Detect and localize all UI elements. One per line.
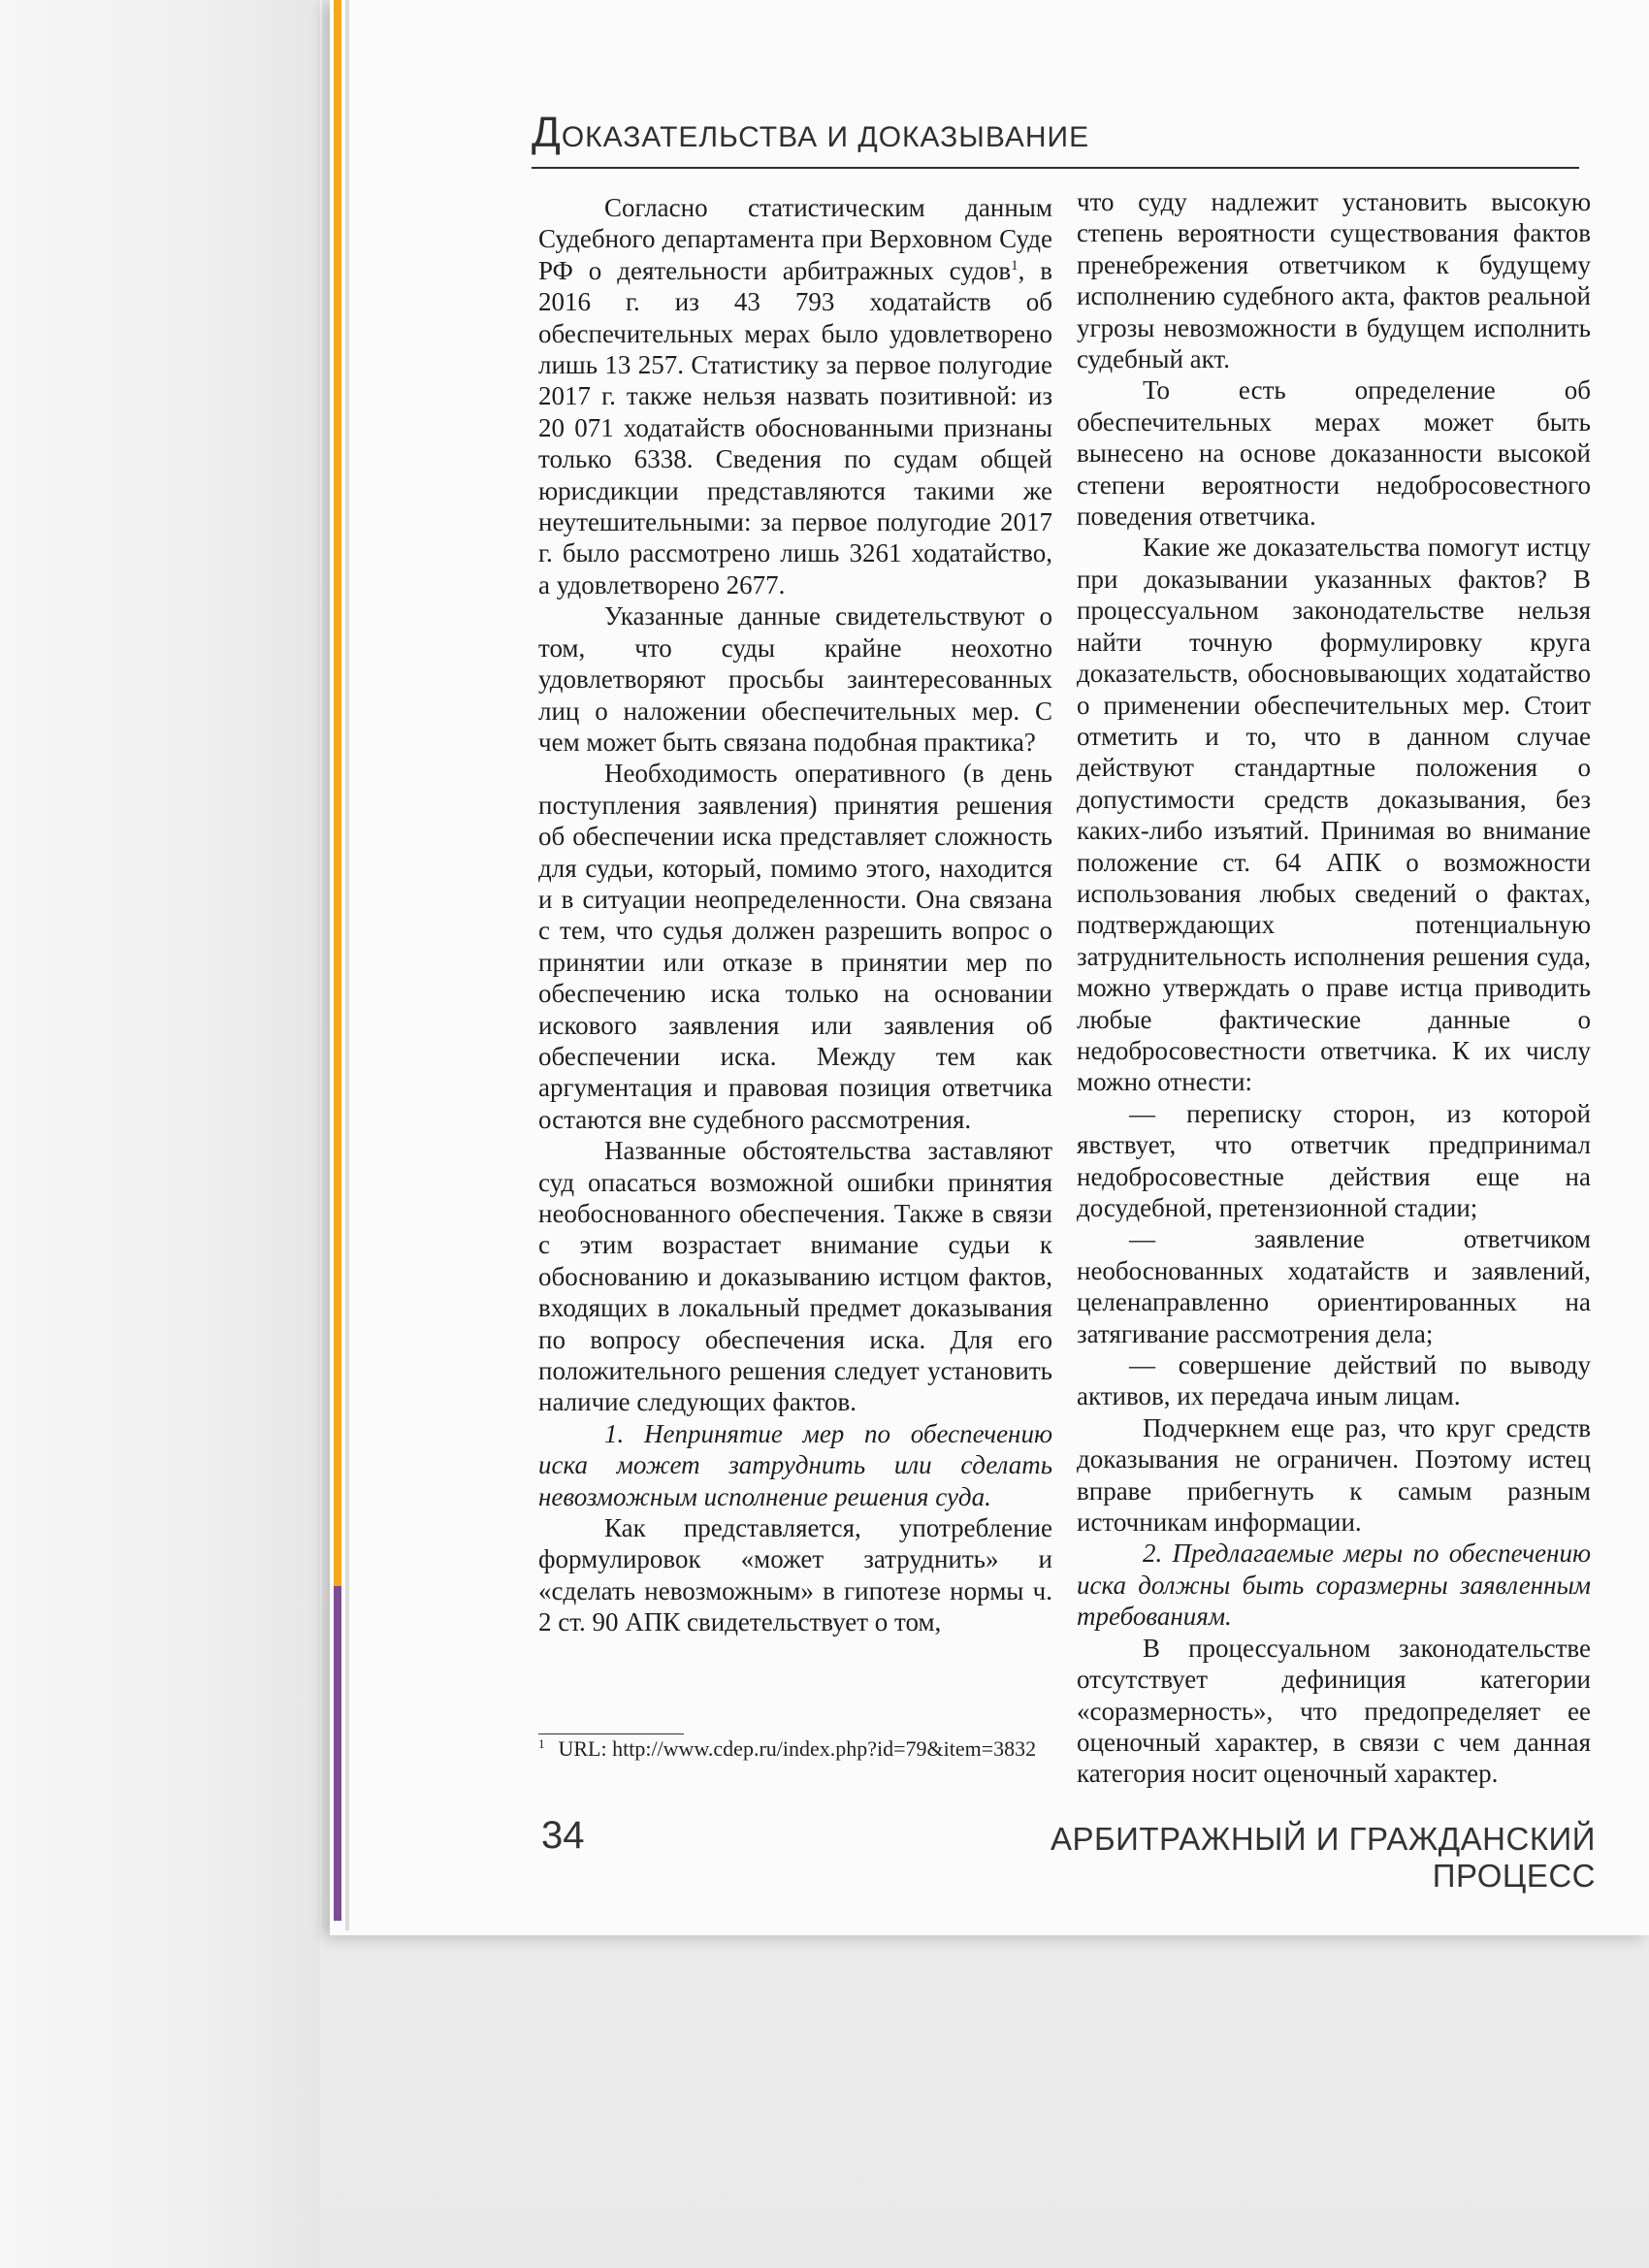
paragraph: Какие же доказательства помогут истцу при доказывании указанных фактов? В процессуальном законодательстве нельзя найти точную формулировку круга доказательств, обосновывающих ходатайство о применении обеспечительных мер. Стоит отметить и то, что в данном случае действуют стандартные положения о допустимости средств доказывания, без каких-либо изъятий. Принимая во внимание положение ст. 64 АПК о возможности использования любых сведений о фактах, подтверждающих потенциальную затруднительность исполнения решения суда, можно утверждать о праве истца приводить любые фактические данные о недобросовестности ответчика. К их числу можно отнести: [1077,533,1591,1097]
paragraph: Согласно статистическим данным Судебного департамента при Верховном Суде РФ о деятельности арбитражных судов$^1$, в 2016 г. из 43 793 ходатайств об обеспечительных мерах было удовлетворено лишь 13 257. Статистику за первое полугодие 2017 г. также нельзя назвать позитивной: из 20 071 ходатайств обоснованными признаны только 6338. Сведения по судам общей юрисдикции представляются такими же неутешительными: за первое полугодие 2017 г. было рассмотрено лишь 3261 ходатайство, а удовлетворено 2677. [538,193,1052,599]
footnote-text: URL: http://www.cdep.ru/index.php?id=79&item=3832 [558,1736,1037,1761]
spine-stripe-purple [334,1586,341,1921]
footnote [538,1736,1067,1762]
paragraph-continued: что суду надлежит установить высокую степень вероятности существования фактов пренебрежения ответчиком к будущему исполнению судебного акта, фактов реальной угрозы невозможности в будущем исполнить судебный акт. [1077,187,1591,374]
paragraph: Необходимость оперативного (в день поступления заявления) принятия решения об обеспечении иска представляет сложность для судьи, который, помимо этого, находится и в ситуации неопределенности. Она связана с тем, что судья должен разрешить вопрос о принятии или отказе в принятии мер по обеспечению иска только на основании искового заявления или заявления об обеспечении иска. Между тем как аргументация и правовая позиция ответчика остаются вне судебного рассмотрения. [538,759,1052,1134]
section-header [532,109,1579,157]
list-item: — совершение действий по выводу активов, их передача иным лицам. [1077,1350,1591,1411]
list-item: — переписку сторон, из которой явствует, что ответчик предпринимал недобросовестные действия еще на досудебной, претензионной стадии; [1077,1098,1591,1222]
paragraph: В процессуальном законодательстве отсутствует дефиниция категории «соразмерность», что предопределяет ее оценочный характер, в связи с чем данная категория носит оценочный характер. [1077,1633,1591,1789]
italic-heading: 1. Непринятие мер по обеспечению иска может затруднить или сделать невозможным исполнение решения суда. [538,1418,1052,1511]
list-item: — заявление ответчиком необоснованных ходатайств и заявлений, целенаправленно ориентированных на затягивание рассмотрения дела; [1077,1224,1591,1348]
paragraph: То есть определение об обеспечительных мерах может быть вынесено на основе доказанности высокой степени вероятности недобросовестного поведения ответчика. [1077,375,1591,532]
header-rule [532,167,1579,169]
footnote-ref: 1 [1011,257,1018,274]
paragraph: Подчеркнем еще раз, что круг средств доказывания не ограничен. Поэтому истец вправе прибегнуть к самым разным источникам информации. [1077,1412,1591,1538]
footnote-marker: 1 [538,1735,545,1751]
journal-name: АРБИТРАЖНЫЙ И ГРАЖДАНСКИЙ ПРОЦЕСС [1051,1821,1596,1894]
italic-heading: 2. Предлагаемые меры по обеспечению иска должны быть соразмерны заявленным требованиям. [1077,1539,1591,1632]
paragraph: Указанные данные свидетельствуют о том, что суды крайне неохотно удовлетворяют просьбы заинтересованных лиц о наложении обеспечительных мер. С чем может быть связана подобная практика? [538,601,1052,757]
paragraph: Как представляется, употребление формулировок «может затруднить» и «сделать невозможным» в гипотезе нормы ч. 2 ст. 90 АПК свидетельствует о том, [538,1513,1052,1637]
section-title: ДОКАЗАТЕЛЬСТВА И ДОКАЗЫВАНИЕ [532,109,1090,156]
spine-stripe-orange [334,0,341,1586]
spine-gap [345,0,349,1930]
right-column [1077,186,1591,1790]
scanner-background [0,0,320,2268]
page-number: 34 [541,1814,585,1857]
left-column [538,192,1052,1638]
paragraph: Названные обстоятельства заставляют суд опасаться возможной ошибки принятия необоснованного обеспечения. Также в связи с этим возрастает внимание судьи к обоснованию и доказыванию истцом фактов, входящих в локальный предмет доказывания по вопросу обеспечения иска. Для его положительного решения следует установить наличие следующих фактов. [538,1136,1052,1417]
footnote-rule [538,1733,684,1734]
